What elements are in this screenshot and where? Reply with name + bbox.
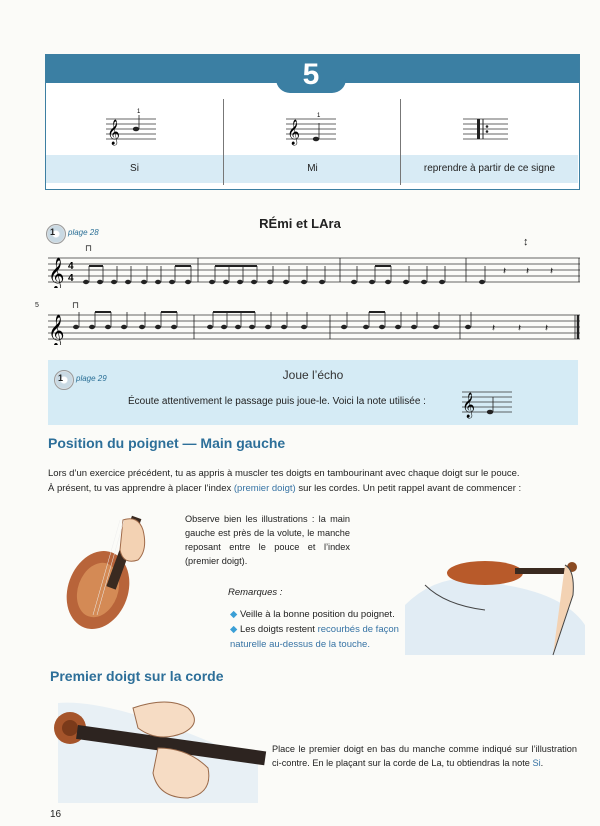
note-label-si: Si xyxy=(46,155,223,183)
measure-number: 5 xyxy=(35,302,39,309)
echo-box xyxy=(48,360,578,425)
svg-text:𝄽: 𝄽 xyxy=(492,323,496,334)
svg-text:𝄽: 𝄽 xyxy=(550,266,554,277)
instruction-paragraph xyxy=(272,742,577,770)
music-staff-2 xyxy=(48,309,580,345)
punctuation: . xyxy=(540,758,544,768)
intro-text: sur les cordes. Un petit rappel avant de commencer : xyxy=(298,483,522,494)
bullet-icon: ◆ xyxy=(230,609,240,620)
svg-text:𝄞: 𝄞 xyxy=(48,314,65,345)
remarks-title: Remarques : xyxy=(228,587,283,598)
cd-icon xyxy=(46,224,66,244)
intro-text: À présent, tu vas apprendre à placer l’index xyxy=(48,483,232,494)
breath-mark-icon: ↕ xyxy=(523,236,529,248)
repeat-label: reprendre à partir de ce signe xyxy=(401,155,578,183)
repeat-sign-cell xyxy=(401,97,578,187)
staff-si-icon xyxy=(106,107,166,147)
section-heading: Premier doigt sur la corde xyxy=(50,668,224,684)
track-label: plage 28 xyxy=(68,228,99,237)
staff-line-2 xyxy=(48,309,580,345)
staff-mi-icon xyxy=(462,382,522,420)
instruction-text: Place le premier doigt en bas du manche comme indiqué sur l’illustration ci-contre. En le plaçant sur la corde de La, tu obtiendras la note xyxy=(272,744,577,768)
remark-item: Les doigts restent xyxy=(239,624,315,635)
section-heading: Position du poignet — Main gauche xyxy=(48,435,286,451)
highlight-text: recourbés de façon naturelle au-dessus de la touche. xyxy=(230,624,399,650)
staff-mi-icon xyxy=(286,107,346,147)
repeat-sign-icon xyxy=(463,111,523,141)
observe-text: Observe bien les illustrations : la main gauche est près de la volute, le manche reposant entre le pouce et l’index (premier doigt). xyxy=(185,514,350,566)
svg-text:𝄞: 𝄞 xyxy=(287,120,301,145)
bullet-icon: ◆ xyxy=(230,624,240,635)
svg-text:𝄞: 𝄞 xyxy=(462,393,476,418)
track-label: plage 29 xyxy=(76,374,107,383)
violin-player-illustration xyxy=(405,545,590,660)
note-label-mi: Mi xyxy=(224,155,401,183)
svg-text:𝄽: 𝄽 xyxy=(526,266,530,277)
svg-text:𝄞: 𝄞 xyxy=(48,257,65,288)
note-cell-mi xyxy=(224,97,401,187)
music-staff-1 xyxy=(48,252,580,288)
piece-title: RÉmi et LAra xyxy=(259,216,341,231)
svg-text:𝄽: 𝄽 xyxy=(503,266,507,277)
down-bow-icon: ⊓ xyxy=(85,243,93,253)
finger-number: 1 xyxy=(137,109,141,115)
staff-line-1 xyxy=(48,252,580,288)
svg-text:4: 4 xyxy=(68,261,74,272)
cd-icon xyxy=(54,370,74,390)
note-name: Si xyxy=(532,758,541,768)
cd-number: 1 xyxy=(58,373,64,383)
svg-text:𝄞: 𝄞 xyxy=(107,120,121,145)
remark-item: Veille à la bonne position du poignet. xyxy=(239,609,395,620)
remarks-list xyxy=(230,607,430,652)
page-number: 16 xyxy=(50,809,62,820)
intro-text: Lors d’un exercice précédent, tu as appris à muscler tes doigts en tambourinant avec chaque doigt sur le pouce. xyxy=(48,468,520,479)
echo-instructions: Écoute attentivement le passage puis joue-le. Voici la note utilisée : xyxy=(128,396,426,407)
lesson-number: 5 xyxy=(276,55,346,93)
intro-paragraph xyxy=(48,466,578,496)
highlight-text: (premier doigt) xyxy=(233,483,296,494)
finger-number: 1 xyxy=(317,113,321,119)
down-bow-icon: ⊓ xyxy=(72,300,80,310)
svg-text:𝄽: 𝄽 xyxy=(545,323,549,334)
note-cell-si xyxy=(46,97,223,187)
echo-title: Joue l’écho xyxy=(282,368,344,382)
svg-text:𝄽: 𝄽 xyxy=(518,323,522,334)
notes-panel xyxy=(45,54,580,190)
first-finger-illustration xyxy=(48,693,268,808)
svg-text:4: 4 xyxy=(68,273,74,284)
cd-number: 1 xyxy=(50,227,56,237)
violin-hand-illustration xyxy=(48,505,173,635)
